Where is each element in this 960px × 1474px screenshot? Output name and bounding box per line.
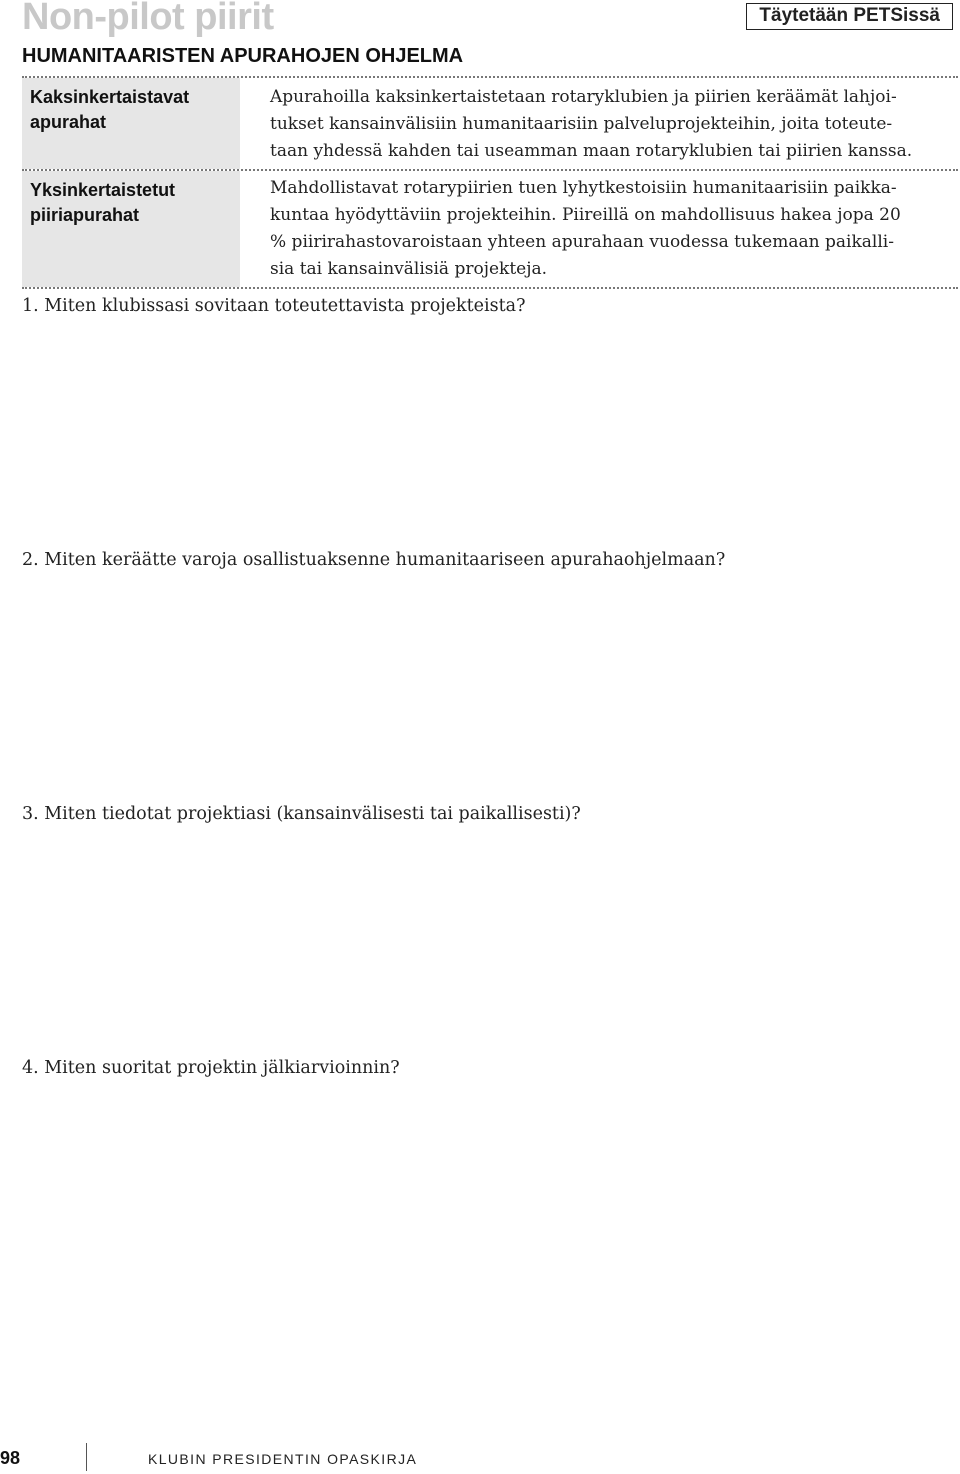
grant-desc-line: Apurahoilla kaksinkertaistetaan rotaryklubien ja piirien keräämät lahjoi- [270,87,897,107]
question-3: 3. Miten tiedotat projektiasi (kansainvälisesti tai paikallisesti)? [22,804,581,824]
grant-desc-line: taan yhdessä kahden tai useamman maan rotaryklubien tai piirien kanssa. [270,141,913,161]
section-heading: HUMANITAARISTEN APURAHOJEN OHJELMA [22,45,464,67]
grant-desc-line: % piirirahastovaroistaan yhteen apurahaan vuodessa tukemaan paikalli- [270,232,894,252]
grant-label-line: piiriapurahat [30,205,140,225]
grant-row-district-simplified [22,171,958,287]
question-2: 2. Miten keräätte varoja osallistuaksenne humanitaariseen apurahaohjelmaan? [22,550,726,570]
grant-desc-line: tukset kansainvälisiin humanitaarisiin palveluprojekteihin, joita toteute- [270,114,893,134]
question-1: 1. Miten klubissasi sovitaan toteutettavista projekteista? [22,296,526,316]
grant-label [22,171,240,287]
footer-book-title: KLUBIN PRESIDENTIN OPASKIRJA [148,1451,418,1467]
footer-divider [86,1443,87,1471]
grant-description [240,78,958,169]
question-4: 4. Miten suoritat projektin jälkiarvioinnin? [22,1058,400,1078]
grant-desc-line: sia tai kansainvälisiä projekteja. [270,259,548,279]
grant-desc-line: kuntaa hyödyttäviin projekteihin. Piireillä on mahdollisuus hakea jopa 20 [270,205,901,225]
page-title: Non-pilot piirit [22,0,274,38]
grant-row-matching [22,78,958,171]
grant-description [240,171,958,287]
pets-badge: Täytetään PETSissä [746,3,953,30]
grant-label-line: Kaksinkertaistavat [30,87,190,107]
grant-label [22,78,240,169]
grant-types-table [22,76,958,289]
page-number: 98 [0,1448,21,1468]
grant-label-line: Yksinkertaistetut [30,180,176,200]
grant-desc-line: Mahdollistavat rotarypiirien tuen lyhytkestoisiin humanitaarisiin paikka- [270,178,897,198]
grant-label-line: apurahat [30,112,107,132]
